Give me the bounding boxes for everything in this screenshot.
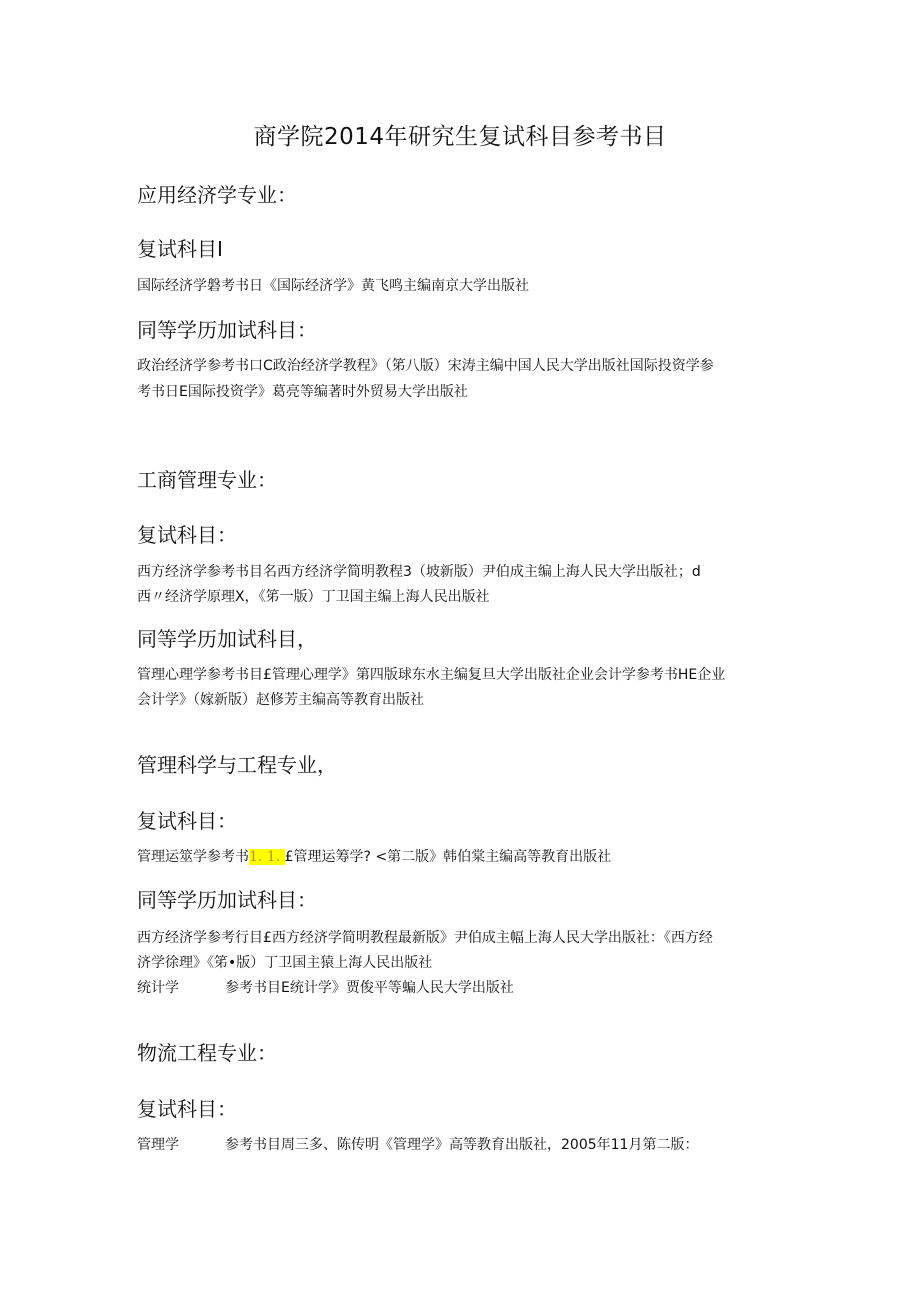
section-heading-applied-economics: 应用经济学专业： xyxy=(137,183,297,207)
subject-name: 统计学 xyxy=(137,980,179,996)
subject-name: 管理学 xyxy=(137,1137,179,1153)
reference-line: 会计学》（嫁新版）赵修芳主编高等教育出版社 xyxy=(137,692,424,708)
highlighted-text: 1. 1. xyxy=(249,849,285,865)
reference-line: 济学徐理》《笫•版）丁卫国主猿上海人民出版社 xyxy=(137,955,433,971)
reference-text: 参考书目E统计学》贾俊平等蝙人民大学出版社 xyxy=(225,980,514,996)
reference-text: £管理运筹学? <第二版》韩伯棠主编高等教育出版社 xyxy=(284,849,612,865)
reference-line: 西〃经济学原理X，《笫一版）丁卫国主编上海人民出版社 xyxy=(137,589,490,605)
exam-subjects-label: 复试科目： xyxy=(137,523,237,547)
section-heading-management-science: 管理科学与工程专业， xyxy=(137,753,337,777)
section-heading-business-administration: 工商管理专业： xyxy=(137,468,277,492)
additional-exam-label: 同等学历加试科目， xyxy=(137,627,317,651)
exam-subjects-label: 复试科目： xyxy=(137,1097,237,1121)
additional-exam-label: 同等学历加试科目： xyxy=(137,318,317,342)
section-heading-logistics-engineering: 物流工程专业： xyxy=(137,1041,277,1065)
exam-subjects-label: 复试科目I xyxy=(137,237,223,261)
reference-line: 国际经济学磐考书日《国际经济学》黄飞鸣主编南京大学出版社 xyxy=(137,278,529,294)
document-title: 商学院2014年研究生复试科目参考书目 xyxy=(253,124,667,150)
reference-line: 管理心理学参考书目£管理心理学》第四版球东水主编复旦大学出版社企业会计学参考书HE企业 xyxy=(137,667,726,683)
reference-line xyxy=(137,977,787,1000)
additional-exam-label: 同等学历加试科目： xyxy=(137,888,317,912)
reference-line: 考书日E国际投资学》葛亮等编著时外贸易大学出版社 xyxy=(137,384,468,400)
reference-line: 西方经济学参考行目£西方经济学简明教程最新版》尹伯成主幅上海人民大学出版社：《西方经 xyxy=(137,930,713,946)
reference-line: 西方经济学参考书目名西方经济学简明教程3（坡新版）尹伯成主编上海人民大学出版社；d xyxy=(137,564,701,580)
reference-line xyxy=(137,1134,787,1157)
reference-text: 参考书目周三多、陈传明《管理学》高等教育出版社，2005年11月第二版： xyxy=(225,1137,699,1153)
reference-line: 政治经济学参考书口C政治经济学教程》（笫八版）宋涛主编中国人民大学出版社国际投资学参 xyxy=(137,358,714,374)
reference-line xyxy=(137,846,787,869)
exam-subjects-label: 复试科目： xyxy=(137,809,237,833)
reference-text: 管理运筮学参考书 xyxy=(137,849,249,865)
